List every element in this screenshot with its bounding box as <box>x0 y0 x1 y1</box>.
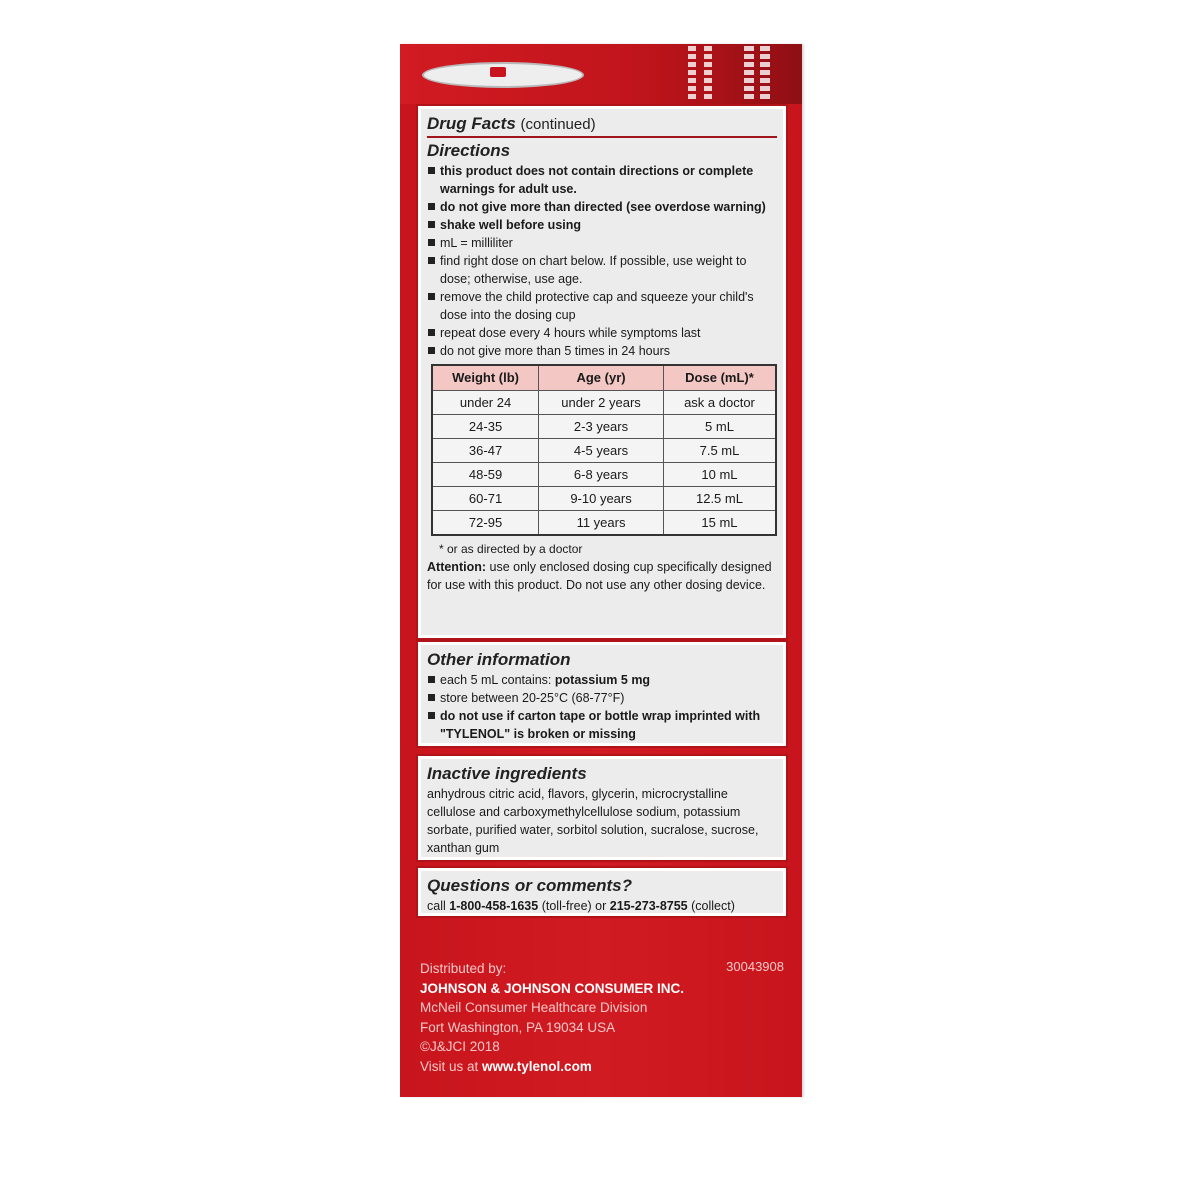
table-cell: 24-35 <box>432 415 539 439</box>
table-cell: 7.5 mL <box>663 439 776 463</box>
table-cell: 72-95 <box>432 511 539 536</box>
visit-prefix: Visit us at <box>420 1058 479 1074</box>
table-cell: 5 mL <box>663 415 776 439</box>
medicine-box <box>400 44 802 1097</box>
list-item: find right dose on chart below. If possible, use weight to dose; otherwise, use age. <box>427 252 777 288</box>
table-cell: 10 mL <box>663 463 776 487</box>
table-cell: 48-59 <box>432 463 539 487</box>
inactive-ingredients-text: anhydrous citric acid, flavors, glycerin, microcrystalline cellulose and carboxymethylcellulose sodium, potassium sorbate, purified water, sorbitol solution, sucralose, sucrose, xanthan gum <box>427 787 759 855</box>
spine-print <box>760 46 770 102</box>
website-line <box>420 1057 786 1077</box>
call-text: call <box>427 899 446 913</box>
table-cell: 9-10 years <box>539 487 664 511</box>
cap-logo-mark <box>490 67 506 77</box>
inactive-ingredients-panel <box>418 756 786 860</box>
table-cell: 2-3 years <box>539 415 664 439</box>
table-cell: 11 years <box>539 511 664 536</box>
box-top-flap <box>400 44 802 104</box>
list-item: this product does not contain directions or complete warnings for adult use. <box>427 162 777 198</box>
distributed-by-label: Distributed by: <box>420 961 507 976</box>
questions-heading: Questions or comments? <box>427 876 632 895</box>
company-name: JOHNSON & JOHNSON CONSUMER INC. <box>420 980 685 996</box>
list-item: repeat dose every 4 hours while symptoms last <box>427 324 777 342</box>
spine-print <box>688 46 696 102</box>
table-row <box>432 463 776 487</box>
table-row <box>432 511 776 536</box>
dosing-footnote: * or as directed by a doctor <box>439 542 583 556</box>
company-address: Fort Washington, PA 19034 USA <box>420 1019 616 1035</box>
drug-facts-title-text: Drug Facts <box>427 114 516 133</box>
table-cell: 15 mL <box>663 511 776 536</box>
dosing-table-body <box>432 391 776 536</box>
table-row <box>432 439 776 463</box>
table-cell: 4-5 years <box>539 439 664 463</box>
questions-panel <box>418 868 786 916</box>
table-header-cell: Age (yr) <box>539 365 664 391</box>
table-row <box>432 415 776 439</box>
toll-free-phone: 1-800-458-1635 <box>449 899 539 913</box>
list-item: do not give more than 5 times in 24 hours <box>427 342 777 360</box>
potassium-amount: potassium 5 mg <box>554 673 651 687</box>
inactive-ingredients-heading: Inactive ingredients <box>427 764 587 783</box>
table-cell: ask a doctor <box>663 391 776 415</box>
list-item <box>427 671 777 689</box>
collect-note: (collect) <box>691 899 735 913</box>
attention-text: use only enclosed dosing cup specifically designed for use with this product. Do not use any other dosing device. <box>427 560 772 592</box>
table-row <box>432 391 776 415</box>
distributor-block <box>420 959 786 1076</box>
product-code: 30043908 <box>726 959 784 974</box>
list-item: do not give more than directed (see overdose warning) <box>427 198 777 216</box>
table-cell: under 24 <box>432 391 539 415</box>
dosing-table-header <box>432 365 776 391</box>
copyright: ©J&JCI 2018 <box>420 1039 500 1054</box>
other-information-panel <box>418 642 786 746</box>
table-header-cell: Weight (lb) <box>432 365 539 391</box>
list-item: remove the child protective cap and squeeze your child's dose into the dosing cup <box>427 288 777 324</box>
section-rule <box>427 136 777 138</box>
attention-note <box>427 558 777 594</box>
table-row <box>432 487 776 511</box>
directions-heading: Directions <box>427 141 511 160</box>
dosing-table <box>431 364 777 536</box>
table-cell: 36-47 <box>432 439 539 463</box>
directions-list <box>427 162 777 360</box>
division-name: McNeil Consumer Healthcare Division <box>420 1000 648 1015</box>
drug-facts-continued: (continued) <box>520 116 596 133</box>
list-item: store between 20-25°C (68-77°F) <box>427 689 777 707</box>
website-link: www.tylenol.com <box>482 1058 592 1074</box>
list-item: do not use if carton tape or bottle wrap imprinted with "TYLENOL" is broken or missing <box>427 707 777 743</box>
toll-free-note: (toll-free) or <box>541 899 607 913</box>
table-cell: 12.5 mL <box>663 487 776 511</box>
drug-facts-directions-panel <box>418 106 786 638</box>
collect-phone: 215-273-8755 <box>609 899 688 913</box>
spine-print <box>744 46 754 102</box>
contact-line <box>427 897 777 915</box>
other-information-heading: Other information <box>427 650 571 669</box>
table-header-cell: Dose (mL)* <box>663 365 776 391</box>
table-cell: under 2 years <box>539 391 664 415</box>
list-item: shake well before using <box>427 216 777 234</box>
table-cell: 6-8 years <box>539 463 664 487</box>
list-item: mL = milliliter <box>427 234 777 252</box>
drug-facts-title <box>427 113 777 136</box>
attention-label: Attention: <box>427 560 487 574</box>
spine-print <box>704 46 712 102</box>
table-cell: 60-71 <box>432 487 539 511</box>
potassium-prefix: each 5 mL contains: <box>440 673 552 687</box>
